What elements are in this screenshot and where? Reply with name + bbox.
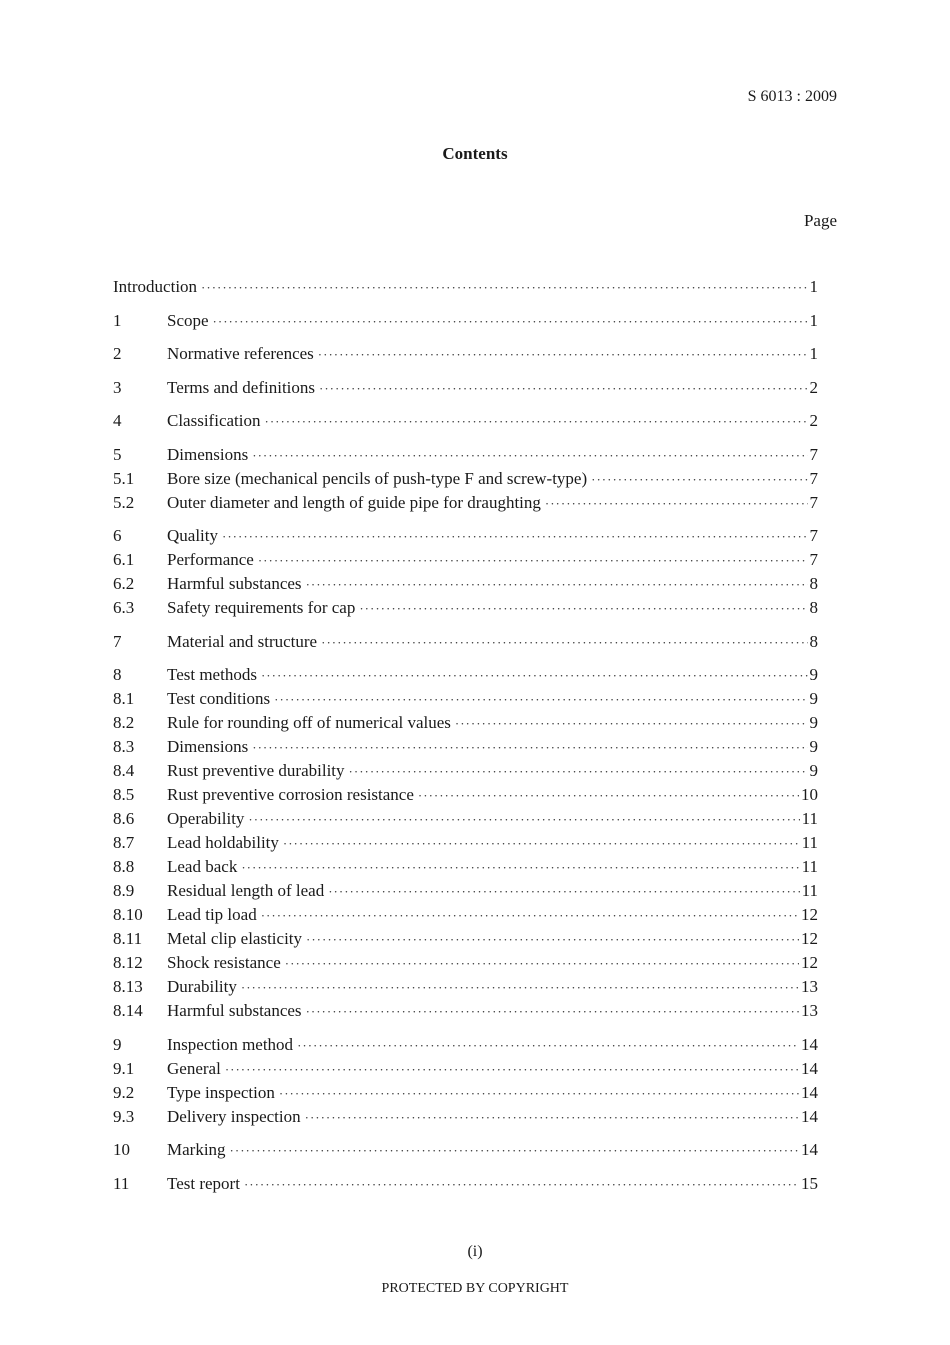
toc-entry[interactable] — [113, 572, 818, 596]
toc-section-number: 8.3 — [113, 737, 135, 756]
toc-section-title: Metal clip elasticity — [167, 929, 303, 948]
toc-section-title: Test report — [167, 1173, 240, 1193]
toc-section-title: Classification — [167, 411, 261, 430]
toc-page-number: 9 — [809, 737, 818, 756]
toc-section-title: Material and structure — [167, 631, 318, 651]
toc-section-number: 5.1 — [113, 468, 135, 488]
toc-dot-leader — [222, 525, 808, 549]
toc-dot-leader — [591, 468, 807, 492]
toc-page-number: 11 — [801, 809, 818, 828]
toc-entry[interactable] — [113, 975, 818, 999]
toc-dot-leader — [306, 928, 799, 952]
toc-section-title: Residual length of lead — [167, 881, 325, 900]
toc-entry[interactable] — [113, 927, 818, 951]
toc-section-title: Lead tip load — [167, 905, 257, 924]
toc-entry[interactable] — [113, 409, 818, 433]
toc-page-number: 15 — [801, 1173, 818, 1193]
toc-section-number: 8.11 — [113, 929, 143, 948]
toc-page-number: 9 — [809, 713, 818, 732]
page-column-label: Page — [803, 211, 837, 230]
toc-page-number: 12 — [801, 929, 818, 948]
toc-section-number: 3 — [113, 377, 122, 397]
toc-entry[interactable] — [113, 1172, 818, 1196]
toc-dot-leader — [252, 736, 807, 760]
toc-section-number: 9.3 — [113, 1106, 135, 1126]
toc-entry[interactable] — [113, 1081, 818, 1105]
toc-section-number: 10 — [113, 1140, 130, 1159]
toc-dot-leader — [252, 444, 807, 468]
toc-section-title: Delivery inspection — [167, 1106, 301, 1126]
toc-entry[interactable] — [113, 951, 818, 975]
toc-dot-leader — [279, 1082, 799, 1106]
toc-entry[interactable] — [113, 1057, 818, 1081]
toc-section-title: Rule for rounding off of numerical values — [167, 713, 451, 732]
toc-page-number: 1 — [809, 310, 818, 330]
toc-page-number: 14 — [801, 1140, 818, 1159]
toc-section-title: Shock resistance — [167, 953, 281, 972]
toc-section-number: 7 — [113, 631, 122, 651]
toc-dot-leader — [359, 597, 807, 621]
toc-section-number: 6 — [113, 526, 122, 545]
toc-section-title: Terms and definitions — [167, 377, 316, 397]
toc-section-title: Quality — [167, 526, 218, 545]
toc-entry[interactable] — [113, 783, 818, 807]
toc-section-number: 8.2 — [113, 713, 135, 732]
toc-entry[interactable] — [113, 342, 818, 366]
toc-section-title: Rust preventive corrosion resistance — [167, 785, 414, 804]
toc-dot-leader — [545, 492, 808, 516]
toc-section-title: Harmful substances — [167, 1001, 302, 1020]
toc-entry[interactable] — [113, 309, 818, 333]
table-of-contents — [113, 275, 818, 1196]
toc-section-title: Lead back — [167, 857, 238, 876]
toc-dot-leader — [418, 784, 799, 808]
toc-page-number: 11 — [801, 881, 818, 900]
toc-section-title: Dimensions — [167, 444, 249, 464]
toc-page-number: 2 — [809, 377, 818, 397]
toc-entry[interactable] — [113, 1138, 818, 1162]
toc-section-number: 1 — [113, 310, 122, 330]
toc-page-number: 9 — [809, 689, 818, 708]
toc-dot-leader — [248, 808, 799, 832]
toc-dot-leader — [455, 712, 808, 736]
toc-section-title: Durability — [167, 977, 237, 996]
toc-section-number: 8.14 — [113, 1001, 143, 1020]
toc-section-number: 9.2 — [113, 1082, 135, 1102]
toc-section-number: 6.1 — [113, 550, 135, 569]
toc-section-title: Introduction — [113, 277, 198, 296]
toc-section-title: Test methods — [167, 665, 257, 684]
toc-entry[interactable] — [113, 630, 818, 654]
toc-section-number: 11 — [113, 1173, 130, 1193]
toc-entry[interactable] — [113, 855, 818, 879]
toc-entry[interactable] — [113, 879, 818, 903]
toc-entry[interactable] — [113, 711, 818, 735]
contents-title: Contents — [442, 144, 508, 163]
toc-section-title: Harmful substances — [167, 574, 302, 593]
toc-dot-leader — [264, 410, 807, 434]
toc-section-title: Performance — [167, 550, 254, 569]
toc-section-number: 5 — [113, 444, 122, 464]
toc-dot-leader — [241, 856, 799, 880]
document-id: S 6013 : 2009 — [747, 88, 837, 105]
toc-section-number: 5.2 — [113, 492, 135, 512]
toc-entry[interactable] — [113, 1033, 818, 1057]
toc-entry[interactable] — [113, 275, 818, 299]
toc-page-number: 12 — [801, 905, 818, 924]
toc-dot-leader — [328, 880, 799, 904]
toc-section-title: Dimensions — [167, 737, 249, 756]
toc-section-title: Scope — [167, 310, 209, 330]
toc-page-number: 14 — [801, 1034, 818, 1054]
copyright-notice: PROTECTED BY COPYRIGHT — [381, 1281, 569, 1296]
toc-section-number: 8 — [113, 665, 122, 684]
toc-page-number: 8 — [809, 631, 818, 651]
toc-dot-leader — [305, 1106, 799, 1130]
toc-dot-leader — [201, 276, 807, 300]
toc-entry[interactable] — [113, 663, 818, 687]
footer-page-number: (i) — [467, 1243, 483, 1260]
toc-dot-leader — [349, 760, 808, 784]
toc-page-number: 1 — [809, 344, 818, 363]
toc-page-number: 11 — [801, 857, 818, 876]
toc-entry[interactable] — [113, 491, 818, 515]
toc-section-title: Test conditions — [167, 689, 271, 708]
toc-page-number: 12 — [801, 953, 818, 972]
toc-section-number: 8.5 — [113, 785, 135, 804]
toc-page-number: 7 — [809, 526, 818, 545]
toc-dot-leader — [230, 1139, 799, 1163]
toc-section-number: 8.13 — [113, 977, 143, 996]
toc-page-number: 8 — [809, 598, 818, 617]
toc-section-number: 8.6 — [113, 809, 135, 828]
toc-page-number: 9 — [809, 761, 818, 780]
toc-page-number: 11 — [801, 833, 818, 852]
toc-entry[interactable] — [113, 735, 818, 759]
toc-entry[interactable] — [113, 903, 818, 927]
toc-section-number: 8.8 — [113, 857, 135, 876]
toc-dot-leader — [297, 1034, 799, 1058]
toc-section-number: 9 — [113, 1034, 122, 1054]
toc-dot-leader — [213, 310, 808, 334]
toc-dot-leader — [274, 688, 807, 712]
toc-page-number: 8 — [809, 574, 818, 593]
toc-entry[interactable] — [113, 807, 818, 831]
toc-page-number: 14 — [801, 1106, 818, 1126]
toc-dot-leader — [261, 904, 799, 928]
toc-page-number: 2 — [809, 411, 818, 430]
toc-section-number: 9.1 — [113, 1058, 135, 1078]
toc-dot-leader — [244, 1173, 799, 1197]
toc-section-number: 2 — [113, 344, 122, 363]
toc-section-number: 8.9 — [113, 881, 135, 900]
toc-section-title: Operability — [167, 809, 245, 828]
toc-page-number: 14 — [801, 1058, 818, 1078]
toc-dot-leader — [321, 631, 807, 655]
toc-page-number: 7 — [809, 550, 818, 569]
toc-dot-leader — [225, 1058, 799, 1082]
toc-section-title: Marking — [167, 1140, 226, 1159]
toc-section-number: 8.4 — [113, 761, 135, 780]
toc-section-title: General — [167, 1058, 221, 1078]
toc-entry[interactable] — [113, 548, 818, 572]
toc-dot-leader — [261, 664, 808, 688]
toc-entry[interactable] — [113, 524, 818, 548]
toc-entry[interactable] — [113, 687, 818, 711]
toc-entry[interactable] — [113, 1105, 818, 1129]
toc-dot-leader — [318, 343, 808, 367]
toc-section-title: Outer diameter and length of guide pipe for draughting — [167, 492, 541, 512]
toc-section-title: Inspection method — [167, 1034, 294, 1054]
toc-entry[interactable] — [113, 831, 818, 855]
toc-dot-leader — [285, 952, 799, 976]
toc-entry[interactable] — [113, 443, 818, 467]
toc-page-number: 9 — [809, 665, 818, 684]
toc-section-title: Rust preventive durability — [167, 761, 345, 780]
toc-dot-leader — [319, 377, 807, 401]
toc-dot-leader — [306, 1000, 799, 1024]
toc-section-number: 6.3 — [113, 598, 135, 617]
toc-section-number: 8.10 — [113, 905, 143, 924]
toc-section-number: 8.12 — [113, 953, 143, 972]
toc-section-number: 8.1 — [113, 689, 135, 708]
toc-page-number: 7 — [809, 468, 818, 488]
toc-entry[interactable] — [113, 596, 818, 620]
toc-section-number: 8.7 — [113, 833, 135, 852]
toc-page-number: 1 — [809, 277, 818, 296]
toc-section-number: 4 — [113, 411, 122, 430]
toc-dot-leader — [258, 549, 808, 573]
toc-page-number: 10 — [801, 785, 818, 804]
toc-entry[interactable] — [113, 759, 818, 783]
toc-dot-leader — [283, 832, 800, 856]
toc-entry[interactable] — [113, 467, 818, 491]
toc-page-number: 13 — [801, 1001, 818, 1020]
toc-section-number: 6.2 — [113, 574, 135, 593]
toc-section-title: Lead holdability — [167, 833, 279, 852]
toc-section-title: Safety requirements for cap — [167, 598, 356, 617]
toc-page-number: 14 — [801, 1082, 818, 1102]
toc-section-title: Type inspection — [167, 1082, 275, 1102]
toc-dot-leader — [241, 976, 799, 1000]
toc-section-title: Bore size (mechanical pencils of push-type F and screw-type) — [167, 468, 588, 488]
toc-page-number: 13 — [801, 977, 818, 996]
toc-entry[interactable] — [113, 999, 818, 1023]
toc-page-number: 7 — [809, 444, 818, 464]
toc-entry[interactable] — [113, 376, 818, 400]
toc-section-title: Normative references — [167, 344, 314, 363]
toc-page-number: 7 — [809, 492, 818, 512]
toc-dot-leader — [306, 573, 808, 597]
